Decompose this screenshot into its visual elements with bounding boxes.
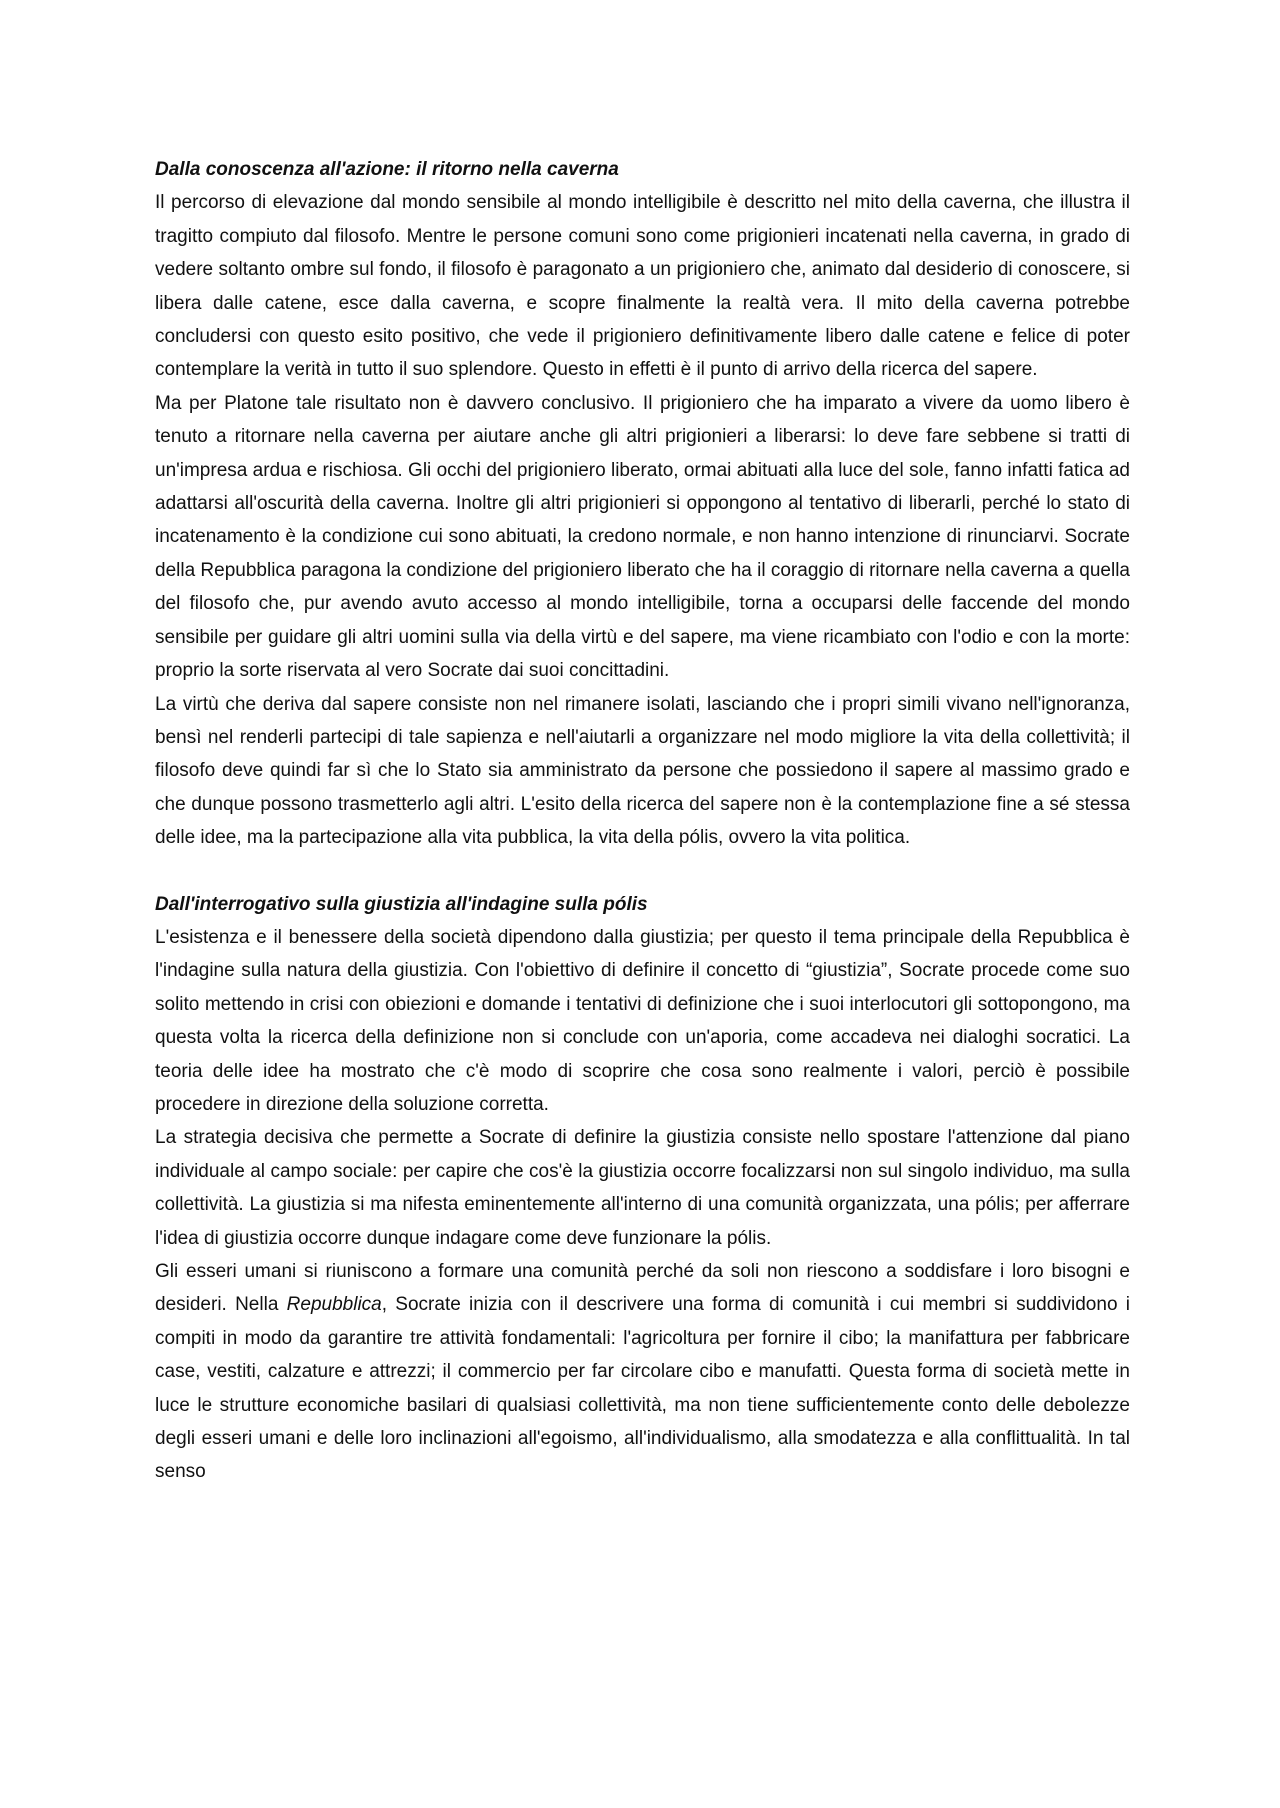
book-title-repubblica: Repubblica [286, 1294, 382, 1316]
section-heading: Dalla conoscenza all'azione: il ritorno nella caverna [155, 159, 619, 180]
text-run: Gli esseri umani si riuniscono a formare una comunità perché da soli non riescono a soddisfare i loro bisogni e desideri. Nella [155, 1261, 1130, 1316]
section-giustizia-polis [155, 888, 1130, 1489]
section-ritorno-caverna [155, 153, 1130, 855]
paragraph: La strategia decisiva che permette a Socrate di definire la giustizia consiste nello spostare l'attenzione dal piano individuale al campo sociale: per capire che cos'è la giustizia occorre focalizzarsi non sul singolo individuo, ma sulla collettività. La giustizia si ma nifesta eminentemente all'interno di una comunità organizzata, una pólis; per afferrare l'idea di giustizia occorre dunque indagare come deve funzionare la pólis. [155, 1127, 1130, 1249]
paragraph: L'esistenza e il benessere della società dipendono dalla giustizia; per questo il tema principale della Repubblica è l'indagine sulla natura della giustizia. Con l'obiettivo di definire il concetto di “giustizia”, Socrate procede come suo solito mettendo in crisi con obiezioni e domande i tentativi di definizione che i suoi interlocutori gli sottopongono, ma questa volta la ricerca della definizione non si conclude con un'aporia, come accadeva nei dialoghi socratici. La teoria delle idee ha mostrato che c'è modo di scoprire che cosa sono realmente i valori, perciò è possibile procedere in direzione della soluzione corretta. [155, 926, 1130, 1115]
paragraph: Il percorso di elevazione dal mondo sensibile al mondo intelligibile è descritto nel mito della caverna, che illustra il tragitto compiuto dal filosofo. Mentre le persone comuni sono come prigionieri incatenati nella caverna, in grado di vedere soltanto ombre sul fondo, il filosofo è paragonato a un prigioniero che, animato dal desiderio di conoscere, si libera dalle catene, esce dalla caverna, e scopre finalmente la realtà vera. Il mito della caverna potrebbe concludersi con questo esito positivo, che vede il prigioniero definitivamente libero dalle catene e felice di poter contemplare la verità in tutto il suo splendore. Questo in effetti è il punto di arrivo della ricerca del sapere. [155, 192, 1130, 381]
paragraph: La virtù che deriva dal sapere consiste non nel rimanere isolati, lasciando che i propri simili vivano nell'ignoranza, bensì nel renderli partecipi di tale sapienza e nell'aiutarli a organizzare nel modo migliore la vita della collettività; il filosofo deve quindi far sì che lo Stato sia amministrato da persone che possiedono il sapere al massimo grado e che dunque possono trasmetterlo agli altri. L'esito della ricerca del sapere non è la contemplazione fine a sé stessa delle idee, ma la partecipazione alla vita pubblica, la vita della pólis, ovvero la vita politica. [155, 693, 1130, 849]
paragraph: Ma per Platone tale risultato non è davvero conclusivo. Il prigioniero che ha imparato a vivere da uomo libero è tenuto a ritornare nella caverna per aiutare anche gli altri prigionieri a liberarsi: lo deve fare sebbene si tratti di un'impresa ardua e rischiosa. Gli occhi del prigioniero liberato, ormai abituati alla luce del sole, fanno infatti fatica ad adattarsi all'oscurità della caverna. Inoltre gli altri prigionieri si oppongono al tentativo di liberarli, perché lo stato di incatenamento è la condizione cui sono abituati, la credono normale, e non hanno intenzione di rinunciarvi. Socrate della Repubblica paragona la condizione del prigioniero liberato che ha il coraggio di ritornare nella caverna a quella del filosofo che, pur avendo avuto accesso al mondo intelligibile, torna a occuparsi delle faccende del mondo sensibile per guidare gli altri uomini sulla via della virtù e del sapere, ma viene ricambiato con l'odio e con la morte: proprio la sorte riservata al vero Socrate dai suoi concittadini. [155, 392, 1130, 682]
section-heading: Dall'interrogativo sulla giustizia all'indagine sulla pólis [155, 893, 648, 915]
text-run: , Socrate inizia con il descrivere una forma di comunità i cui membri si suddividono i compiti in modo da garantire tre attività fondamentali: l'agricoltura per fornire il cibo; la manifattura per fabbricare case, vestiti, calzature e attrezzi; il commercio per far circolare cibo e manufatti. Questa forma di società mette in luce le strutture economiche basilari di qualsiasi collettività, ma non tiene sufficientemente conto delle debolezze degli esseri umani e delle loro inclinazioni all'egoismo, all'individualismo, alla smodatezza e alla conflittualità. In tal senso [155, 1294, 1131, 1483]
paragraph [155, 1255, 1130, 1489]
document-page [155, 153, 1130, 1489]
